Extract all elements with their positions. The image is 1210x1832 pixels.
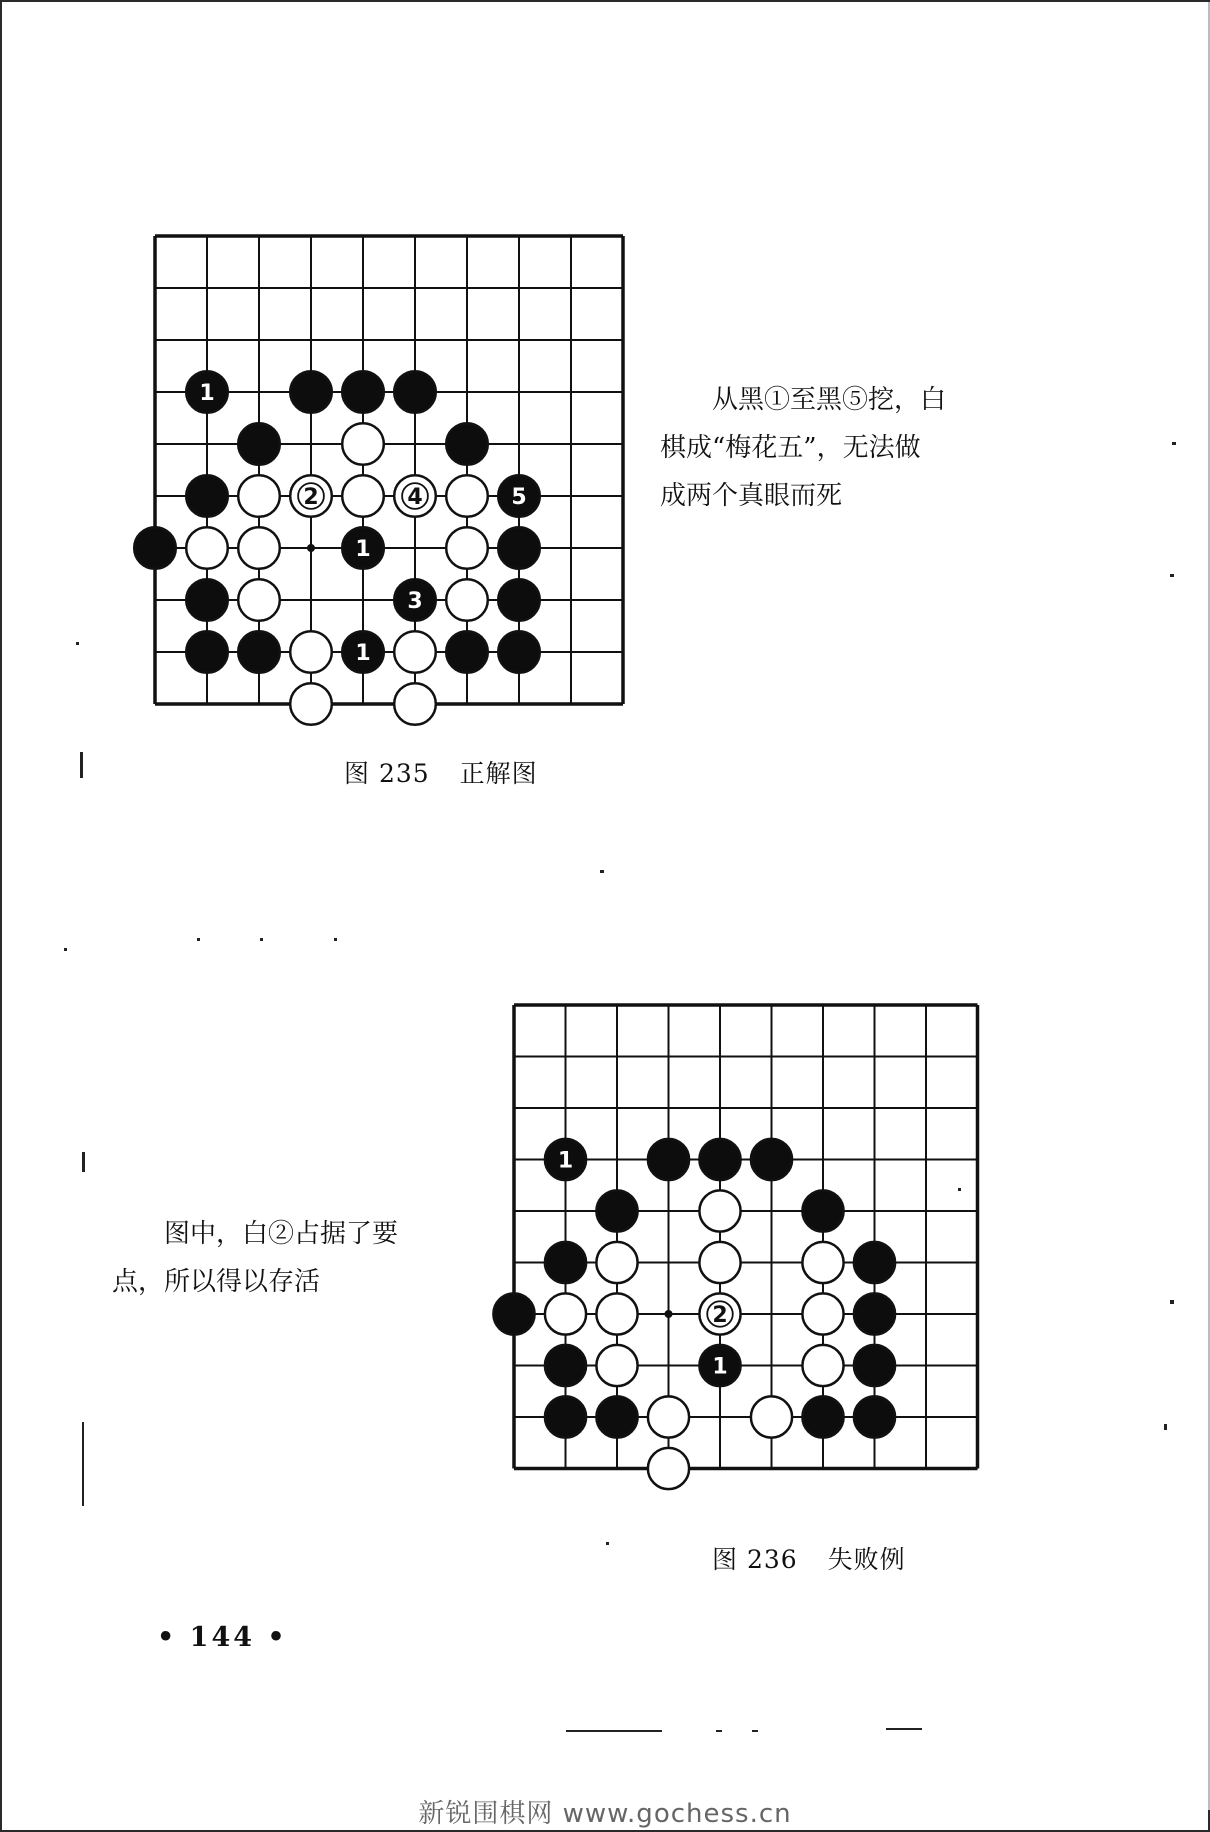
- scan-speck: [1172, 442, 1176, 445]
- white-stone: [648, 1396, 689, 1437]
- stone-move-number: 1: [557, 1148, 574, 1174]
- figure-236-caption: [712, 1540, 906, 1576]
- black-stone: [648, 1139, 689, 1180]
- scan-speck: [566, 1730, 662, 1732]
- scan-speck: [260, 938, 263, 941]
- black-stone: [545, 1396, 586, 1437]
- board-grid: [514, 1005, 978, 1469]
- scan-speck: [1164, 1424, 1167, 1430]
- commentary-236-line1: 图中，白②占据了要: [164, 1219, 399, 1249]
- scan-speck: [80, 752, 83, 778]
- black-stone: [802, 1190, 843, 1231]
- commentary-235-line2: 棋成“梅花五”，无法做: [660, 433, 921, 463]
- black-stone: [854, 1396, 895, 1437]
- white-stone: [596, 1345, 637, 1386]
- scan-speck: [606, 1542, 609, 1545]
- watermark: 新锐围棋网 www.gochess.cn: [418, 1799, 792, 1829]
- black-stone: [596, 1190, 637, 1231]
- white-stone: [751, 1396, 792, 1437]
- black-stone: [802, 1396, 843, 1437]
- commentary-236-line2: 点，所以得以存活: [112, 1267, 321, 1297]
- scan-speck: [82, 1152, 85, 1172]
- black-stone: [596, 1396, 637, 1437]
- white-stone: [802, 1242, 843, 1283]
- black-stone: [854, 1242, 895, 1283]
- black-stone: [545, 1242, 586, 1283]
- scan-speck: [716, 1730, 722, 1732]
- scan-speck: [958, 1188, 961, 1191]
- stone-move-number: 1: [355, 641, 371, 666]
- stone-move-number: 2: [712, 1303, 728, 1328]
- figure-236-title: 失败例: [827, 1545, 906, 1574]
- scan-speck: [600, 870, 604, 873]
- scan-speck: [752, 1730, 758, 1732]
- scan-speck: [82, 1422, 84, 1506]
- stone-move-number: 1: [355, 537, 371, 562]
- stone-move-number: 2: [303, 485, 319, 510]
- scan-speck: [64, 948, 67, 951]
- scan-speck: [334, 938, 337, 941]
- black-stone: [854, 1345, 895, 1386]
- white-stone: [699, 1293, 740, 1334]
- black-stone: [699, 1139, 740, 1180]
- stone-move-number: 4: [407, 485, 423, 510]
- scan-speck: [1170, 1300, 1174, 1304]
- stone-move-number: 5: [511, 485, 527, 510]
- black-stone: [545, 1139, 586, 1180]
- white-stone: [596, 1293, 637, 1334]
- stone-move-number: 3: [407, 589, 423, 614]
- white-stone: [648, 1448, 689, 1489]
- white-stone: [802, 1345, 843, 1386]
- scan-speck: [197, 938, 200, 941]
- commentary-235-line3: 成两个真眼而死: [660, 481, 843, 511]
- black-stone: [751, 1139, 792, 1180]
- figure-235-title: 正解图: [459, 759, 538, 788]
- figure-236-number: 图 236: [712, 1545, 798, 1574]
- white-stone: [596, 1242, 637, 1283]
- black-stone: [493, 1293, 534, 1334]
- white-stone: [545, 1293, 586, 1334]
- scan-speck: [76, 642, 79, 645]
- white-stone: [802, 1293, 843, 1334]
- white-stone: [699, 1242, 740, 1283]
- star-point: [665, 1310, 673, 1318]
- scan-speck: [886, 1728, 922, 1730]
- stone-move-number: 1: [199, 381, 215, 406]
- stone-move-number: 1: [712, 1354, 728, 1380]
- page-number: • 144 •: [157, 1622, 288, 1653]
- commentary-236: [112, 1210, 472, 1306]
- black-stone: [545, 1345, 586, 1386]
- scan-speck: [1170, 574, 1174, 577]
- commentary-235-line1: 从黑①至黑⑤挖，白: [712, 385, 947, 415]
- go-diagram-236: [2, 2, 1208, 1830]
- black-stone: [854, 1293, 895, 1334]
- black-stone: [699, 1345, 740, 1386]
- white-stone: [699, 1190, 740, 1231]
- figure-235-number: 图 235: [344, 759, 430, 788]
